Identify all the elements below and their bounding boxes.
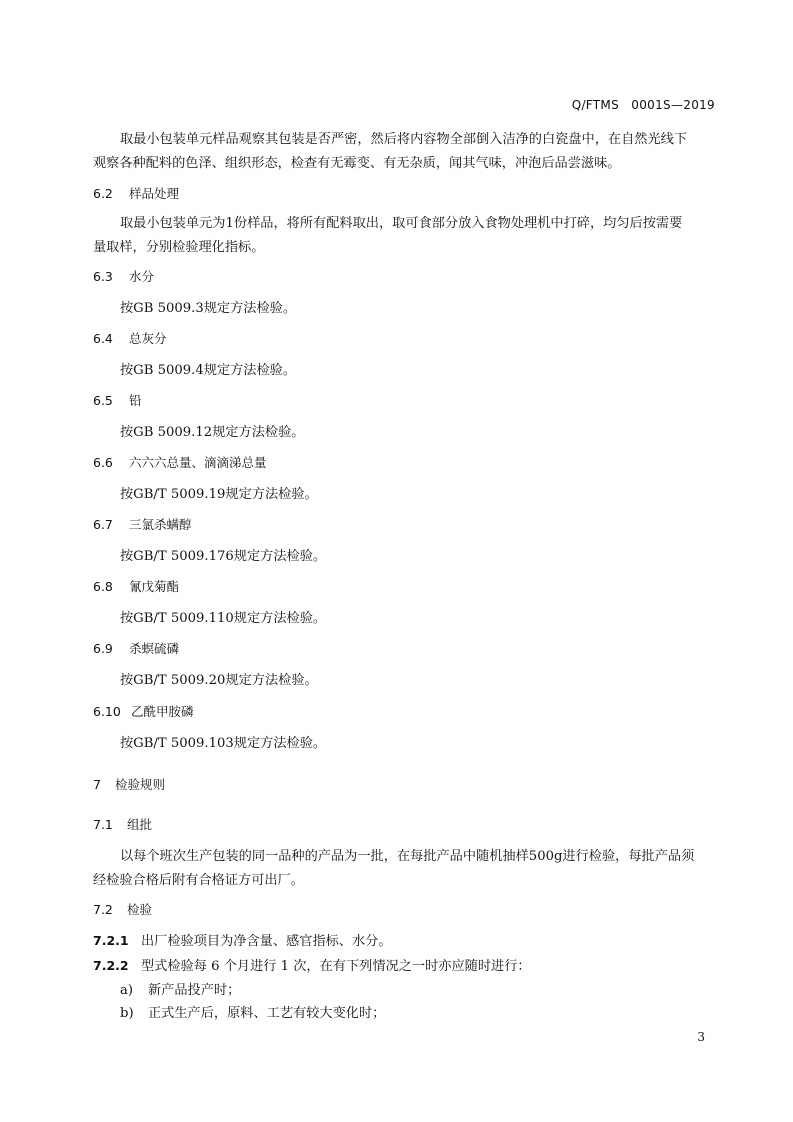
- page-number: 3: [697, 1030, 705, 1044]
- section-6-2-body-2: 量取样，分别检验理化指标。: [93, 240, 265, 255]
- section-6-8-body: 按GB/T 5009.110规定方法检验。: [120, 611, 327, 626]
- section-6-10-heading: 6.10 乙酰甲胺磷: [93, 704, 194, 719]
- section-7-1-body-1: 以每个班次生产包装的同一品种的产品为一批，在每批产品中随机抽样500g进行检验，每批产品须: [120, 849, 695, 864]
- section-6-5-body: 按GB 5009.12规定方法检验。: [120, 425, 305, 440]
- section-7-1-body-2: 经检验合格后附有合格证方可出厂。: [93, 873, 304, 888]
- clause-7-2-2: 7.2.2 型式检验每 6 个月进行 1 次，在有下列情况之一时亦应随时进行：: [93, 958, 531, 974]
- section-6-3-body: 按GB 5009.3规定方法检验。: [120, 301, 297, 316]
- section-6-9-body: 按GB/T 5009.20规定方法检验。: [120, 673, 318, 688]
- section-6-4-body: 按GB 5009.4规定方法检验。: [120, 363, 297, 378]
- section-6-6-body: 按GB/T 5009.19规定方法检验。: [120, 487, 318, 502]
- section-7-2-heading: 7.2 检验: [93, 902, 153, 917]
- document-code-header: Q/FTMS 0001S—2019: [571, 98, 715, 112]
- section-6-9-heading: 6.9 杀螟硫磷: [93, 641, 180, 656]
- list-item-b: b) 正式生产后，原料、工艺有较大变化时；: [120, 1006, 386, 1021]
- section-6-7-heading: 6.7 三氯杀螨醇: [93, 517, 192, 532]
- section-6-3-heading: 6.3 水分: [93, 269, 155, 284]
- section-6-5-heading: 6.5 铅: [93, 393, 142, 408]
- list-item-a: a) 新产品投产时；: [120, 983, 241, 998]
- section-6-2-body-1: 取最小包装单元为1份样品，将所有配料取出，取可食部分放入食物处理机中打碎，均匀后按需要: [120, 216, 683, 231]
- section-6-7-body: 按GB/T 5009.176规定方法检验。: [120, 549, 327, 564]
- section-7-1-heading: 7.1 组批: [93, 817, 153, 832]
- section-6-6-heading: 6.6 六六六总量、滴滴涕总量: [93, 455, 267, 470]
- section-6-2-heading: 6.2 样品处理: [93, 186, 180, 201]
- intro-line-1: 取最小包装单元样品观察其包装是否严密，然后将内容物全部倒入洁净的白瓷盘中，在自然光线下: [120, 132, 688, 147]
- chapter-7-heading: 7 检验规则: [93, 777, 166, 792]
- section-6-8-heading: 6.8 氰戊菊酯: [93, 579, 180, 594]
- section-6-10-body: 按GB/T 5009.103规定方法检验。: [120, 736, 327, 751]
- intro-line-2: 观察各种配料的色泽、组织形态，检查有无霉变、有无杂质，闻其气味，冲泡后品尝滋味。: [93, 156, 621, 171]
- clause-7-2-1: 7.2.1 出厂检验项目为净含量、感官指标、水分。: [93, 933, 392, 949]
- section-6-4-heading: 6.4 总灰分: [93, 331, 167, 346]
